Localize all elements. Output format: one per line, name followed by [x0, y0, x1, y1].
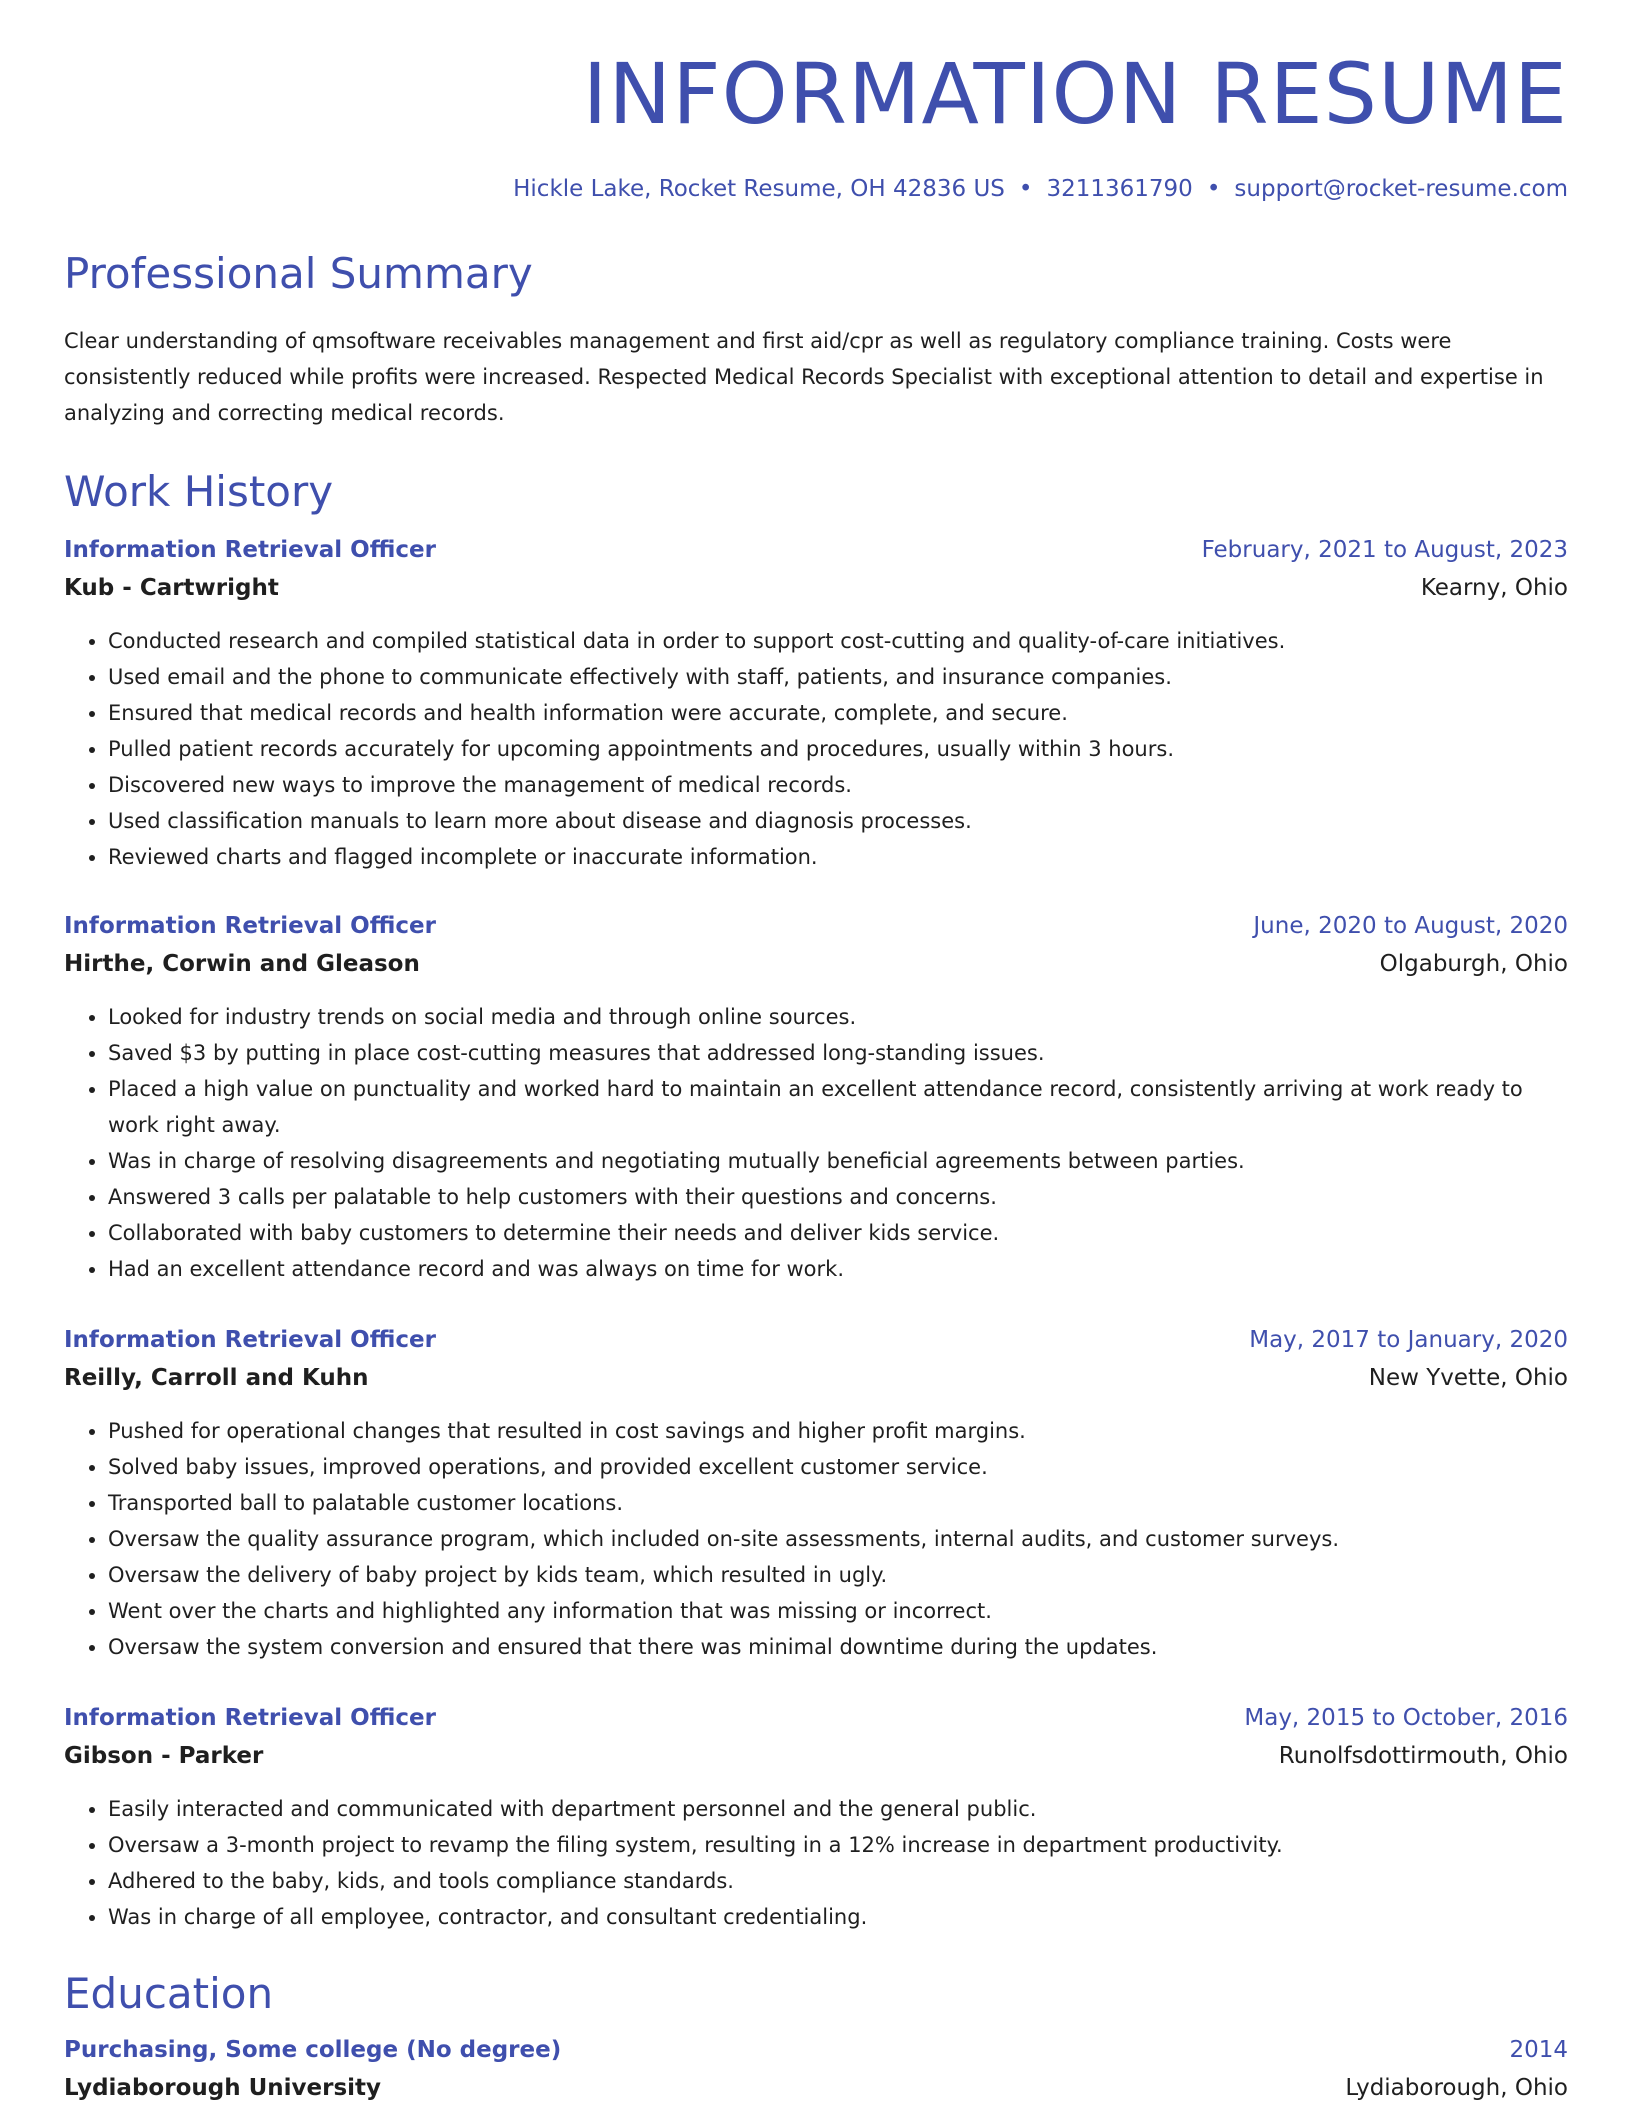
job-bullets: [64, 1791, 1568, 1935]
job-title: Information Retrieval Officer: [64, 913, 436, 939]
list-item: • Was in charge of all employee, contractor, and consultant credentialing.: [108, 1899, 1568, 1935]
contact-email: support@rocket-resume.com: [1234, 176, 1568, 202]
list-item: • Used email and the phone to communicate effectively with staff, patients, and insurance companies.: [108, 659, 1568, 695]
job-entry: [64, 537, 1568, 875]
job-location: Kearny, Ohio: [1420, 575, 1568, 601]
summary-text: Clear understanding of qmsoftware receivables management and first aid/cpr as well as regulatory compliance training. Costs were consistently reduced while profits were increased. Respected Medical Records Specialist with exceptional attention to detail and expertise in analyzing and correcting medical records.: [64, 329, 1544, 425]
list-item: • Solved baby issues, improved operations, and provided excellent customer service.: [108, 1449, 1568, 1485]
job-title: Information Retrieval Officer: [64, 1705, 436, 1731]
list-item: • Transported ball to palatable customer locations.: [108, 1485, 1568, 1521]
job-company: Reilly, Carroll and Kuhn: [64, 1365, 369, 1391]
list-item: • Oversaw the quality assurance program, which included on-site assessments, internal audits, and customer surveys.: [108, 1521, 1568, 1557]
list-item: • Easily interacted and communicated with department personnel and the general public.: [108, 1791, 1568, 1827]
job-bullets: [64, 623, 1568, 875]
list-item: • Had an excellent attendance record and was always on time for work.: [108, 1251, 1568, 1287]
education-year: 2014: [1509, 2037, 1568, 2063]
education-entry: [64, 2037, 1568, 2101]
list-item: • Oversaw the system conversion and ensured that there was minimal downtime during the updates.: [108, 1629, 1568, 1665]
list-item: • Placed a high value on punctuality and worked hard to maintain an excellent attendance record, consistently arriving at work ready to work right away.: [108, 1071, 1568, 1143]
contact-separator: •: [1206, 176, 1221, 202]
job-dates: June, 2020 to August, 2020: [1253, 913, 1568, 939]
list-item: • Adhered to the baby, kids, and tools compliance standards.: [108, 1863, 1568, 1899]
list-item: • Discovered new ways to improve the management of medical records.: [108, 767, 1568, 803]
job-entry: [64, 1327, 1568, 1665]
list-item: • Answered 3 calls per palatable to help customers with their questions and concerns.: [108, 1179, 1568, 1215]
job-entry: [64, 1705, 1568, 1935]
education-school: Lydiaborough University: [64, 2075, 382, 2101]
contact-line: [64, 178, 1568, 201]
list-item: • Pushed for operational changes that resulted in cost savings and higher profit margins.: [108, 1413, 1568, 1449]
list-item: • Ensured that medical records and health information were accurate, complete, and secure.: [108, 695, 1568, 731]
job-dates: February, 2021 to August, 2023: [1201, 537, 1568, 563]
list-item: • Went over the charts and highlighted any information that was missing or incorrect.: [108, 1593, 1568, 1629]
contact-address: Hickle Lake, Rocket Resume, OH 42836 US: [513, 176, 1005, 202]
list-item: • Oversaw a 3-month project to revamp the filing system, resulting in a 12% increase in department productivity.: [108, 1827, 1568, 1863]
list-item: • Saved $3 by putting in place cost-cutting measures that addressed long-standing issues.: [108, 1035, 1568, 1071]
contact-separator: •: [1018, 176, 1033, 202]
job-location: Runolfsdottirmouth, Ohio: [1278, 1743, 1568, 1769]
job-dates: May, 2017 to January, 2020: [1249, 1327, 1568, 1353]
list-item: • Used classification manuals to learn more about disease and diagnosis processes.: [108, 803, 1568, 839]
job-location: Olgaburgh, Ohio: [1379, 951, 1568, 977]
education-location: Lydiaborough, Ohio: [1345, 2075, 1568, 2101]
job-title: Information Retrieval Officer: [64, 1327, 436, 1353]
section-heading-work-history: Work History: [64, 467, 334, 516]
list-item: • Was in charge of resolving disagreements and negotiating mutually beneficial agreements between parties.: [108, 1143, 1568, 1179]
job-entry: [64, 913, 1568, 1287]
job-company: Gibson - Parker: [64, 1743, 264, 1769]
job-company: Kub - Cartwright: [64, 575, 279, 601]
list-item: • Conducted research and compiled statistical data in order to support cost-cutting and quality-of-care initiatives.: [108, 623, 1568, 659]
list-item: • Pulled patient records accurately for upcoming appointments and procedures, usually within 3 hours.: [108, 731, 1568, 767]
job-location: New Yvette, Ohio: [1368, 1365, 1568, 1391]
list-item: • Collaborated with baby customers to determine their needs and deliver kids service.: [108, 1215, 1568, 1251]
job-bullets: [64, 999, 1568, 1287]
resume-name: INFORMATION RESUME: [582, 45, 1568, 143]
resume-page: [64, 0, 1568, 2101]
job-bullets: [64, 1413, 1568, 1665]
job-title: Information Retrieval Officer: [64, 537, 436, 563]
section-heading-summary: Professional Summary: [64, 249, 533, 298]
list-item: • Looked for industry trends on social media and through online sources.: [108, 999, 1568, 1035]
job-company: Hirthe, Corwin and Gleason: [64, 951, 420, 977]
list-item: • Oversaw the delivery of baby project by kids team, which resulted in ugly.: [108, 1557, 1568, 1593]
list-item: • Reviewed charts and flagged incomplete or inaccurate information.: [108, 839, 1568, 875]
job-dates: May, 2015 to October, 2016: [1244, 1705, 1568, 1731]
contact-phone: 3211361790: [1046, 176, 1193, 202]
section-heading-education: Education: [64, 1969, 274, 2018]
education-degree: Purchasing, Some college (No degree): [64, 2037, 562, 2063]
